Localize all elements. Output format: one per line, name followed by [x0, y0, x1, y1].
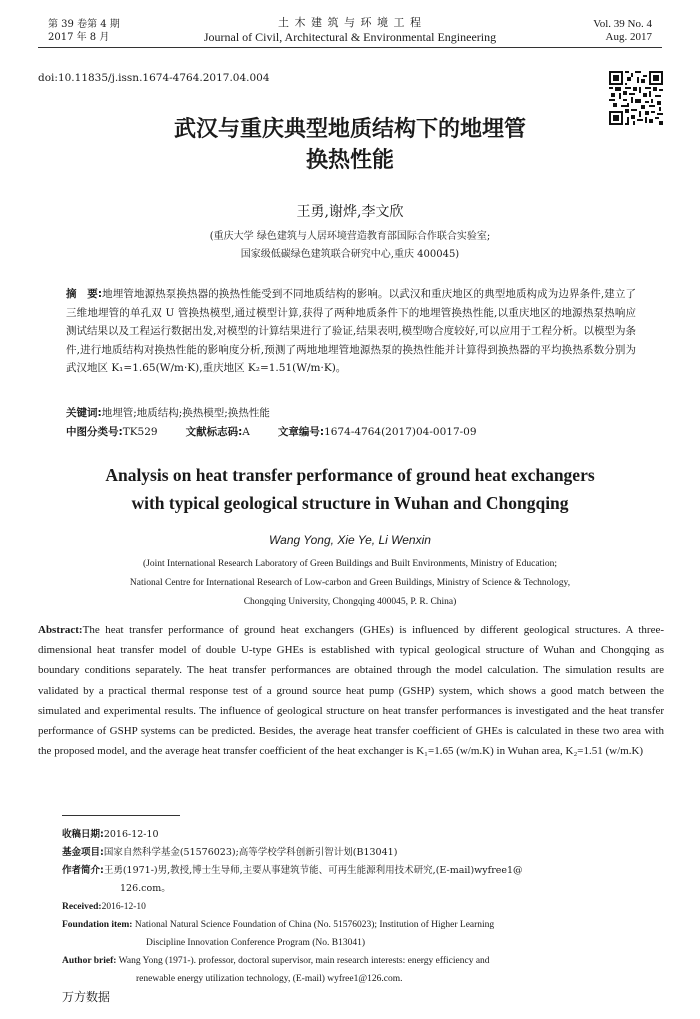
- chinese-title-line1: 武汉与重庆典型地质结构下的地埋管: [173, 116, 526, 142]
- chinese-title: [100, 114, 600, 176]
- english-title-line2: with typical geological structure in Wuhan and Chongqing: [131, 493, 569, 513]
- author-en-value-line1: Wang Yong (1971-). professor, doctoral supervisor, main research interests: energy efficiency and: [118, 956, 490, 966]
- qr-code-icon: [609, 71, 663, 125]
- author-cn-value-line1: 王勇(1971-)男,教授,博士生导师,主要从事建筑节能、可再生能源利用技术研究,(E-mail)wyfree1@: [103, 865, 523, 876]
- issue-volume-en: Vol. 39 No. 4: [593, 18, 652, 30]
- doi[interactable]: doi:10.11835/j.issn.1674-4764.2017.04.004: [38, 72, 270, 84]
- english-abstract-label: Abstract:: [38, 624, 83, 636]
- doc-code-label: 文献标志码:: [185, 426, 243, 438]
- fund-en: [62, 916, 662, 934]
- fund-cn-value: 国家自然科学基金(51576023);高等学校学科创新引智计划(B13041): [103, 847, 398, 858]
- chinese-keywords: [66, 404, 636, 422]
- article-number-label: 文章编号:: [277, 426, 325, 438]
- footnote-rule: [62, 815, 180, 816]
- classification-line: [66, 423, 636, 441]
- author-cn-continued: 126.com。: [120, 883, 171, 894]
- english-abstract-text: The heat transfer performance of ground heat exchangers (GHEs) is influenced by different geological structures. A three-dimensional heat transfer model of double U-type GHEs is established with typical geological structure of Wuhan and Chongqing as boundary conditions separately. The heat transfer performances are obtained through the model calculation. The simulation results are validated by a practical thermal response test of a ground source heat pump (GSHP) system, which shows a good match between the simulated and experimental results. The influence of geological structure on heat transfer performances is investigated and the heat transfer performance of GSHP systems can be predicted. Besides, the average heat transfer coefficient of GHEs is calculated in these two area with the proposed model, and the average heat transfer coefficient of the heat exchanger is K₁=1.65 (w/m.K) in Wuhan area, K₂=1.51 (w/m.K): [38, 624, 664, 758]
- english-affiliation-line3: Chongqing University, Chongqing 400045, P. R. China): [243, 597, 457, 607]
- footnotes: [62, 826, 662, 988]
- fund-en-value-line1: National Natural Science Foundation of China (No. 51576023); Institution of Higher Learning: [134, 920, 495, 930]
- chinese-keywords-text: 地埋管;地质结构;换热模型;换热性能: [101, 407, 270, 419]
- issue-volume-cn: 第 39 卷第 4 期: [48, 19, 120, 30]
- fund-cn: [62, 844, 662, 862]
- english-authors: Wang Yong, Xie Ye, Li Wenxin: [269, 533, 431, 547]
- author-cn-label: 作者简介:: [62, 865, 104, 876]
- issue-date-cn: 2017 年 8 月: [48, 32, 110, 43]
- english-affiliation: [0, 555, 700, 612]
- wanfang-watermark: 万方数据: [62, 990, 111, 1004]
- clc-label: 中图分类号:: [66, 426, 123, 438]
- english-affiliation-line1: (Joint International Research Laboratory of Green Buildings and Built Environments, Ministry of Education;: [143, 559, 557, 569]
- received-cn-value: 2016-12-10: [103, 829, 159, 840]
- chinese-keywords-label: 关键词:: [66, 407, 102, 419]
- fund-cn-label: 基金项目:: [62, 847, 104, 858]
- header-rule: [38, 47, 662, 48]
- received-en: [62, 898, 662, 916]
- english-title: [40, 461, 660, 517]
- chinese-authors: 王勇,谢烨,李文欣: [296, 204, 404, 220]
- chinese-abstract-label: 摘 要:: [66, 288, 103, 300]
- chinese-affiliation: [0, 228, 700, 264]
- fund-en-continued: Discipline Innovation Conference Program (No. B13041): [146, 938, 365, 948]
- journal-name-en: Journal of Civil, Architectural & Environmental Engineering: [203, 30, 497, 44]
- chinese-abstract: [66, 285, 636, 378]
- received-en-value: 2016-12-10: [101, 902, 146, 912]
- chinese-title-line2: 换热性能: [305, 147, 394, 173]
- journal-name-cn: 土 木 建 筑 与 环 境 工 程: [278, 16, 422, 29]
- english-abstract: [38, 620, 664, 761]
- article-number-value: 1674-4764(2017)04-0017-09: [324, 426, 477, 438]
- fund-en-label: Foundation item:: [62, 920, 133, 930]
- author-en-label: Author brief:: [62, 956, 117, 966]
- doc-code-value: A: [242, 426, 250, 438]
- clc-value: TK529: [122, 426, 158, 438]
- chinese-abstract-text: 地埋管地源热泵换热器的换热性能受到不同地质结构的影响。以武汉和重庆地区的典型地质构成为边界条件,建立了三维地埋管的单孔双 U 管换热模型,通过模型计算,获得了两种地质条件下的地埋管换热性能,以重庆地区的地源热泵热响应测试结果以及工程运行数据出发,对模型的计算结果进行了验证,结果表明,模型吻合度较好,可以应用于工程分析。以模型为条件,进行地质结构对换热性能的影响度分析,预测了两地地埋管地源热泵的换热性能并计算得到换热器的平均换热系数分别为武汉地区 K₁=1.65(W/m·K),重庆地区 K₂=1.51(W/m·K)。: [66, 288, 636, 374]
- received-en-label: Received:: [62, 902, 102, 912]
- english-affiliation-line2: National Centre for International Research of Low-carbon and Green Buildings, Ministry of Science & Technology,: [129, 578, 571, 588]
- received-cn-label: 收稿日期:: [62, 829, 104, 840]
- english-title-line1: Analysis on heat transfer performance of ground heat exchangers: [105, 465, 595, 485]
- issue-date-en: Aug. 2017: [605, 31, 652, 43]
- author-cn: [62, 862, 662, 880]
- author-en-continued: renewable energy utilization technology, (E-mail) wyfree1@126.com.: [136, 974, 403, 984]
- chinese-affiliation-line2: 国家级低碳绿色建筑联合研究中心,重庆 400045): [240, 249, 460, 260]
- received-cn: [62, 826, 662, 844]
- chinese-affiliation-line1: (重庆大学 绿色建筑与人居环境营造教育部国际合作联合实验室;: [209, 231, 491, 242]
- author-en: [62, 952, 662, 970]
- journal-issue-en: [593, 18, 652, 44]
